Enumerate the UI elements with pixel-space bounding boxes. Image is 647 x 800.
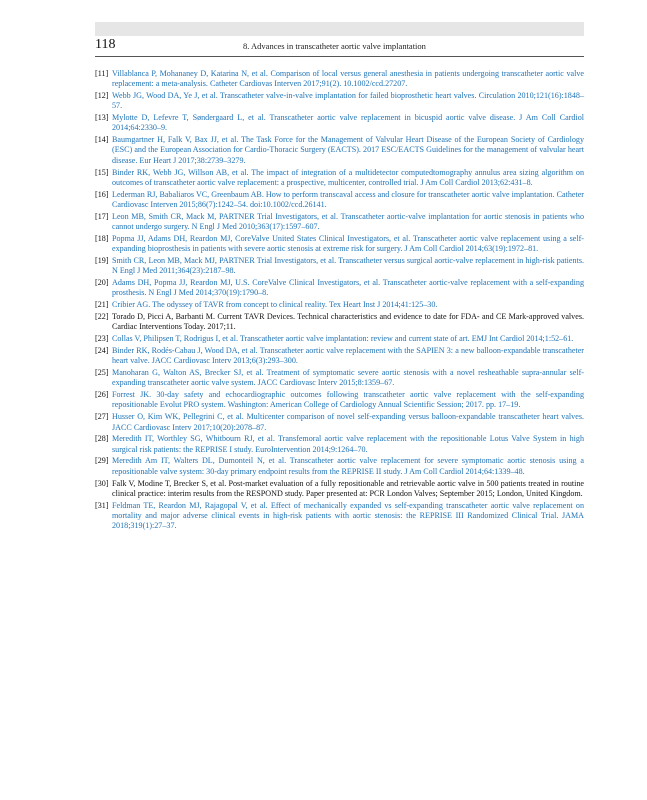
reference-number: [12]	[95, 91, 109, 101]
reference-item[interactable]	[95, 91, 584, 111]
top-band	[95, 22, 584, 36]
reference-item[interactable]	[95, 390, 584, 410]
reference-link[interactable]: Lederman RJ, Babaliaros VC, Greenbaum AB. How to perform transcaval access and closure for transcatheter aortic valve implantation. Catheter Cardiovasc Interven 2015;86(7):1242–54. doi:10.1002/ccd.26141.	[112, 189, 584, 209]
reference-text: Falk V, Modine T, Brecker S, et al. Post-market evaluation of a fully repositionable and retrievable aortic valve in 500 patients treated in routine clinical practice: interim results from the RESPOND study. Paper presented at: PCR London Valves; September 2015; London, United Kingdom.	[112, 478, 584, 498]
reference-link[interactable]: Forrest JK. 30-day safety and echocardiographic outcomes following transcatheter aortic valve replacement with the self-expanding repositionable Evolut PRO system. Washington: American College of Cardiology Annual Scientific Session; 2017. pp. 17–19.	[112, 390, 584, 410]
reference-number: [30]	[95, 478, 109, 488]
reference-item[interactable]	[95, 278, 584, 298]
page-header	[95, 36, 584, 57]
reference-text: Torado D, Picci A, Barbanti M. Current TAVR Devices. Technical characteristics and evidence to date for FDA- and CE Mark-approved valves. Cardiac Interventions Today. 2017;11.	[112, 312, 584, 332]
reference-list	[95, 69, 584, 533]
reference-number: [28]	[95, 434, 109, 444]
reference-link[interactable]: Binder RK, Webb JG, Willson AB, et al. The impact of integration of a multidetector computedtomography annulus area sizing algorithm on outcomes of transcatheter aortic valve replacement: a prospective, multicenter, controlled trial. J Am Coll Cardiol 2013;62:431–8.	[112, 167, 584, 187]
reference-item[interactable]	[95, 434, 584, 454]
reference-link[interactable]: Leon MB, Smith CR, Mack M, PARTNER Trial Investigators, et al. Transcatheter aortic-valve implantation for aortic stenosis in patients who cannot undergo surgery. N Engl J Med 2010;363(17):1597–607.	[112, 211, 584, 231]
reference-link[interactable]: Villablanca P, Mohananey D, Katarina N, et al. Comparison of local versus general anesthesia in patients undergoing transcatheter aortic valve replacement: a meta-analysis. Catheter Cardiovas Interven 2017;91(2). 10.1002/ccd.27207.	[112, 69, 584, 89]
reference-link[interactable]: Popma JJ, Adams DH, Reardon MJ, CoreValve United States Clinical Investigators, et al. Transcatheter aortic valve replacement using a self-expanding bioprosthesis in patients with severe aortic stenosis at extreme risk for surgery. J Am Coll Cardiol 2014;63(19):1972–81.	[112, 233, 584, 254]
reference-link[interactable]: Husser O, Kim WK, Pellegrini C, et al. Multicenter comparison of novel self-expanding versus balloon-expandable transcatheter heart valves. JACC Cardiovasc Interv 2017;10(20):2078–87.	[112, 412, 584, 432]
running-title: 8. Advances in transcatheter aortic valve implantation	[243, 41, 426, 51]
reference-item[interactable]	[95, 212, 584, 232]
reference-item[interactable]	[95, 234, 584, 254]
reference-item[interactable]	[95, 412, 584, 432]
reference-number: [29]	[95, 456, 109, 466]
reference-item[interactable]	[95, 300, 584, 310]
reference-number: [25]	[95, 368, 109, 378]
reference-number: [31]	[95, 500, 109, 510]
reference-number: [26]	[95, 390, 109, 400]
reference-number: [11]	[95, 69, 109, 78]
reference-number: [19]	[95, 255, 109, 265]
reference-item[interactable]	[95, 190, 584, 210]
reference-item	[95, 312, 584, 332]
reference-item	[95, 479, 584, 499]
reference-item[interactable]	[95, 501, 584, 532]
reference-link[interactable]: Collas V, Philipsen T, Rodrigus I, et al. Transcatheter aortic valve implantation: review and current state of art. EMJ Int Cardiol 2014;1:52–61.	[112, 334, 574, 344]
reference-item[interactable]	[95, 256, 584, 276]
reference-number: [21]	[95, 300, 109, 310]
page-number: 118	[95, 37, 116, 52]
reference-link[interactable]: Cribier AG. The odyssey of TAVR from concept to clinical reality. Tex Heart Inst J 2014;41:125–30.	[112, 300, 438, 310]
reference-item[interactable]	[95, 135, 584, 166]
reference-item[interactable]	[95, 368, 584, 388]
reference-link[interactable]: Binder RK, Rodés-Cabau J, Wood DA, et al. Transcatheter aortic valve replacement with the SAPIEN 3: a new balloon-expandable transcatheter heart valve. JACC Cardiovasc Interv 2013;6(3):293–300.	[112, 346, 584, 366]
reference-item[interactable]	[95, 168, 584, 188]
reference-number: [17]	[95, 211, 109, 221]
reference-link[interactable]: Meredith IT, Worthley SG, Whitbourn RJ, et al. Transfemoral aortic valve replacement with the repositionable Lotus Valve System in high surgical risk patients: the REPRISE I study. EuroIntervention 2014;9:1264–70.	[112, 434, 584, 454]
reference-link[interactable]: Webb JG, Wood DA, Ye J, et al. Transcatheter valve-in-valve implantation for failed bioprosthetic heart valves. Circulation 2010;121(16):1848–57.	[112, 91, 584, 111]
reference-item[interactable]	[95, 456, 584, 476]
reference-number: [20]	[95, 278, 109, 288]
reference-number: [15]	[95, 167, 109, 177]
reference-link[interactable]: Adams DH, Popma JJ, Reardon MJ, U.S. CoreValve Clinical Investigators, et al. Transcatheter aortic-valve replacement with a self-expanding prosthesis. N Engl J Med 2014;370(19):1790–8.	[112, 278, 584, 298]
reference-item[interactable]	[95, 113, 584, 133]
reference-number: [16]	[95, 189, 109, 199]
reference-number: [23]	[95, 334, 109, 344]
reference-item[interactable]	[95, 334, 584, 344]
reference-link[interactable]: Manoharan G, Walton AS, Brecker SJ, et al. Treatment of symptomatic severe aortic stenosis with a novel resheathable supra-annular self-expanding transcatheter aortic valve system. JACC Cardiovasc Interv 2015;8:1359–67.	[112, 368, 584, 388]
reference-link[interactable]: Meredith Am IT, Walters DL, Dumonteil N, et al. Transcatheter aortic valve replacement for severe symptomatic aortic stenosis using a repositionable valve system: 30-day primary endpoint results from the REPRISE II study. J Am Coll Cardiol 2014;64:1339–48.	[112, 456, 584, 476]
reference-link[interactable]: Mylotte D, Lefevre T, Søndergaard L, et al. Transcatheter aortic valve replacement in bicuspid aortic valve disease. J Am Coll Cardiol 2014;64:2330–9.	[112, 113, 584, 133]
reference-link[interactable]: Smith CR, Leon MB, Mack MJ, PARTNER Trial Investigators, et al. Transcatheter versus surgical aortic-valve replacement in high-risk patients. N Engl J Med 2011;364(23):2187–98.	[112, 255, 584, 276]
reference-item[interactable]	[95, 346, 584, 366]
reference-number: [27]	[95, 412, 109, 422]
reference-link[interactable]: Baumgartner H, Falk V, Bax JJ, et al. The Task Force for the Management of Valvular Heart Disease of the European Society of Cardiology (ESC) and the European Association for Cardio-Thoracic Surgery (EACTS). 2017 ESC/EACTS Guidelines for the management of valvular heart disease. Eur Heart J 2017;38:2739–3279.	[112, 135, 584, 165]
reference-number: [14]	[95, 135, 109, 145]
reference-number: [18]	[95, 233, 109, 243]
reference-number: [22]	[95, 312, 109, 322]
reference-link[interactable]: Feldman TE, Reardon MJ, Rajagopal V, et al. Effect of mechanically expanded vs self-expanding transcatheter aortic valve replacement on mortality and major adverse clinical events in high-risk patients with aortic stenosis: the REPRISE III Randomized Clinical Trial. JAMA 2018;319(1):27–37.	[112, 500, 584, 531]
reference-number: [13]	[95, 113, 109, 123]
reference-number: [24]	[95, 346, 109, 356]
reference-item[interactable]	[95, 69, 584, 89]
